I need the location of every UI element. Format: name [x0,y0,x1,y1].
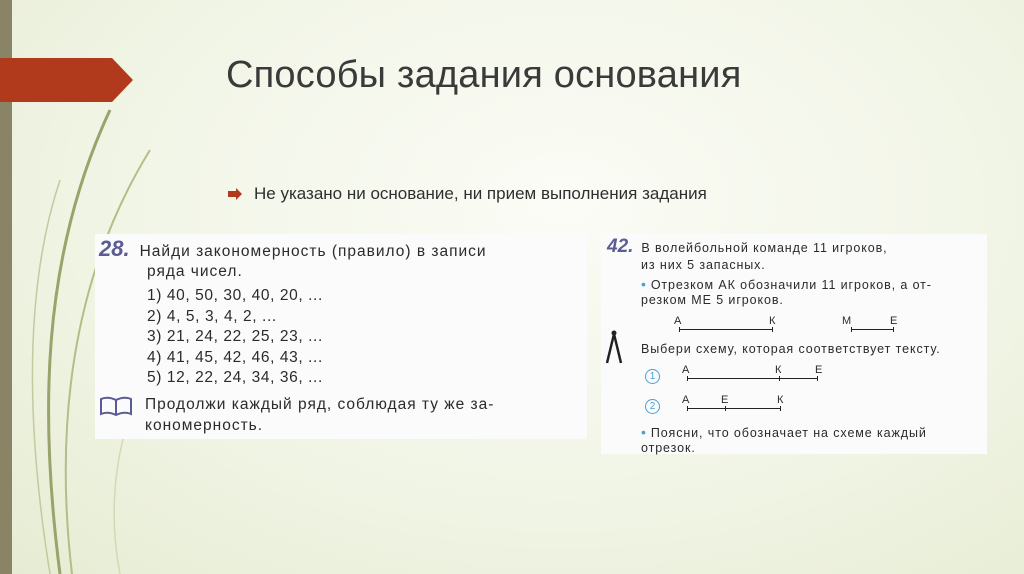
continue-text-line2: кономерность. [145,416,264,434]
bullet-item [228,184,707,204]
choose-text: Выбери схему, которая соответствует тексту. [641,342,941,356]
bullet-dot-icon: • [641,424,647,440]
task-text: В волейбольной команде 11 игроков, [641,241,888,255]
slide-title: Способы задания основания [226,54,742,96]
bullet-text: Не указано ни основание, ни прием выполнения задания [254,184,707,203]
bullet-line-2: резком МЕ 5 игроков. [641,293,784,307]
number-row: 5) 12, 22, 24, 34, 36, ... [147,369,323,386]
continue-text: Продолжи каждый ряд, соблюдая ту же за- [145,395,495,413]
book-icon [99,396,133,416]
number-row: 3) 21, 24, 22, 25, 23, ... [147,328,323,345]
bullet-dot-icon: • [641,276,647,292]
compass-icon [605,330,623,364]
exercise-number: 28. [99,236,130,261]
title-accent-arrow [0,58,133,102]
bullet-line: • Отрезком АК обозначили 11 игроков, а от- [641,276,932,292]
number-row: 2) 4, 5, 3, 4, 2, ... [147,307,277,325]
task-text: Найди закономерность (правило) в записи [139,243,487,260]
number-row: 1) 40, 50, 30, 40, 20, ... [147,287,323,304]
bullet-line-4: отрезок. [641,441,696,455]
exercise-42-image [601,234,987,454]
number-row: 4) 41, 45, 42, 46, 43, ... [147,348,323,366]
task-text-line2: из них 5 запасных. [641,258,766,272]
bullet-line-3: • Поясни, что обозначает на схеме каждый [641,424,927,440]
arrow-bullet-icon [228,188,242,200]
scheme-option-1: 1 А К Е [607,367,981,385]
exercise-28-image [95,234,587,439]
task-text-line2: ряда чисел. [147,263,243,280]
number-rows [147,286,581,389]
scheme-option-2: 2 А Е К [607,397,981,415]
segments-top: А К М Е [607,318,981,336]
exercise-number: 42. [607,236,634,257]
